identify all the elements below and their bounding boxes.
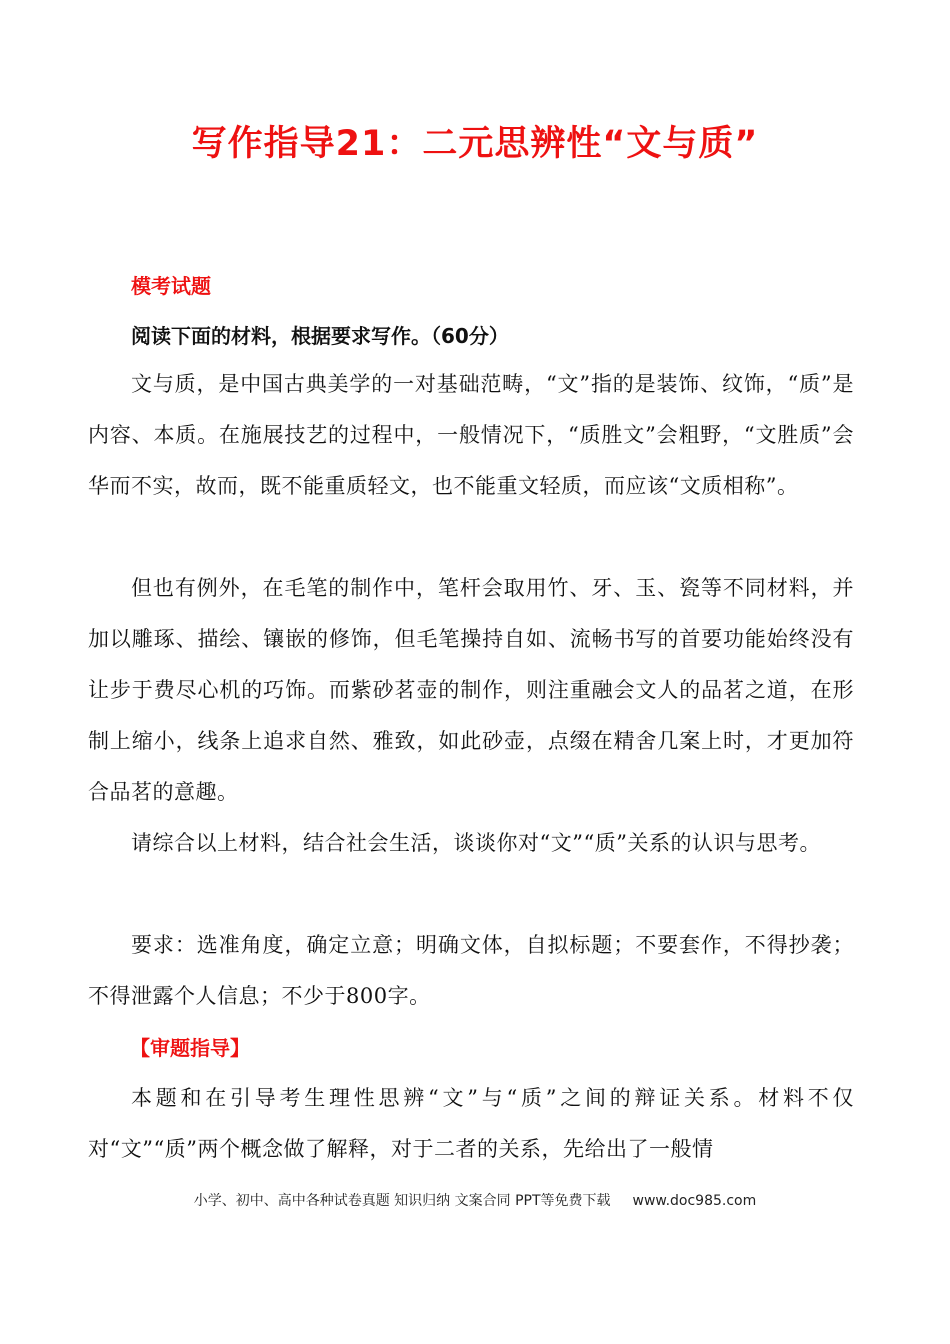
material-paragraph-1: 文与质，是中国古典美学的一对基础范畴，“文”指的是装饰、纹饰，“质”是内容、本质。在施展技艺的过程中，一般情况下，“质胜文”会粗野，“文胜质”会华而不实，故而，既不能重质轻文，也不能重文轻质，而应该“文质相称”。	[88, 372, 854, 498]
guide-paragraph: 本题和在引导考生理性思辨“文”与“质”之间的辩证关系。材料不仅对“文”“质”两个概念做了解释，对于二者的关系，先给出了一般情	[88, 1086, 854, 1161]
section-heading-exam: 模考试题	[131, 274, 211, 298]
page-footer	[0, 1190, 950, 1210]
section-heading-guide: 【审题指导】	[130, 1036, 250, 1060]
prompt-paragraph: 请综合以上材料，结合社会生活，谈谈你对“文”“质”关系的认识与思考。	[131, 831, 821, 855]
footer-text: 小学、初中、高中各种试卷真题 知识归纳 文案合同 PPT等免费下载	[193, 1193, 611, 1209]
writing-instruction: 阅读下面的材料，根据要求写作。（60分）	[131, 324, 509, 348]
requirements-paragraph: 要求：选准角度，确定立意；明确文体，自拟标题；不要套作，不得抄袭；不得泄露个人信息；不少于800字。	[88, 933, 854, 1008]
material-paragraph-2: 但也有例外，在毛笔的制作中，笔杆会取用竹、牙、玉、瓷等不同材料，并加以雕琢、描绘、镶嵌的修饰，但毛笔操持自如、流畅书写的首要功能始终没有让步于费尽心机的巧饰。而紫砂茗壶的制作，则注重融会文人的品茗之道，在形制上缩小，线条上追求自然、雅致，如此砂壶，点缀在精舍几案上时，才更加符合品茗的意趣。	[88, 576, 854, 804]
page-title: 写作指导21：二元思辨性“文与质”	[191, 124, 759, 164]
footer-url[interactable]: www.doc985.com	[632, 1193, 757, 1209]
